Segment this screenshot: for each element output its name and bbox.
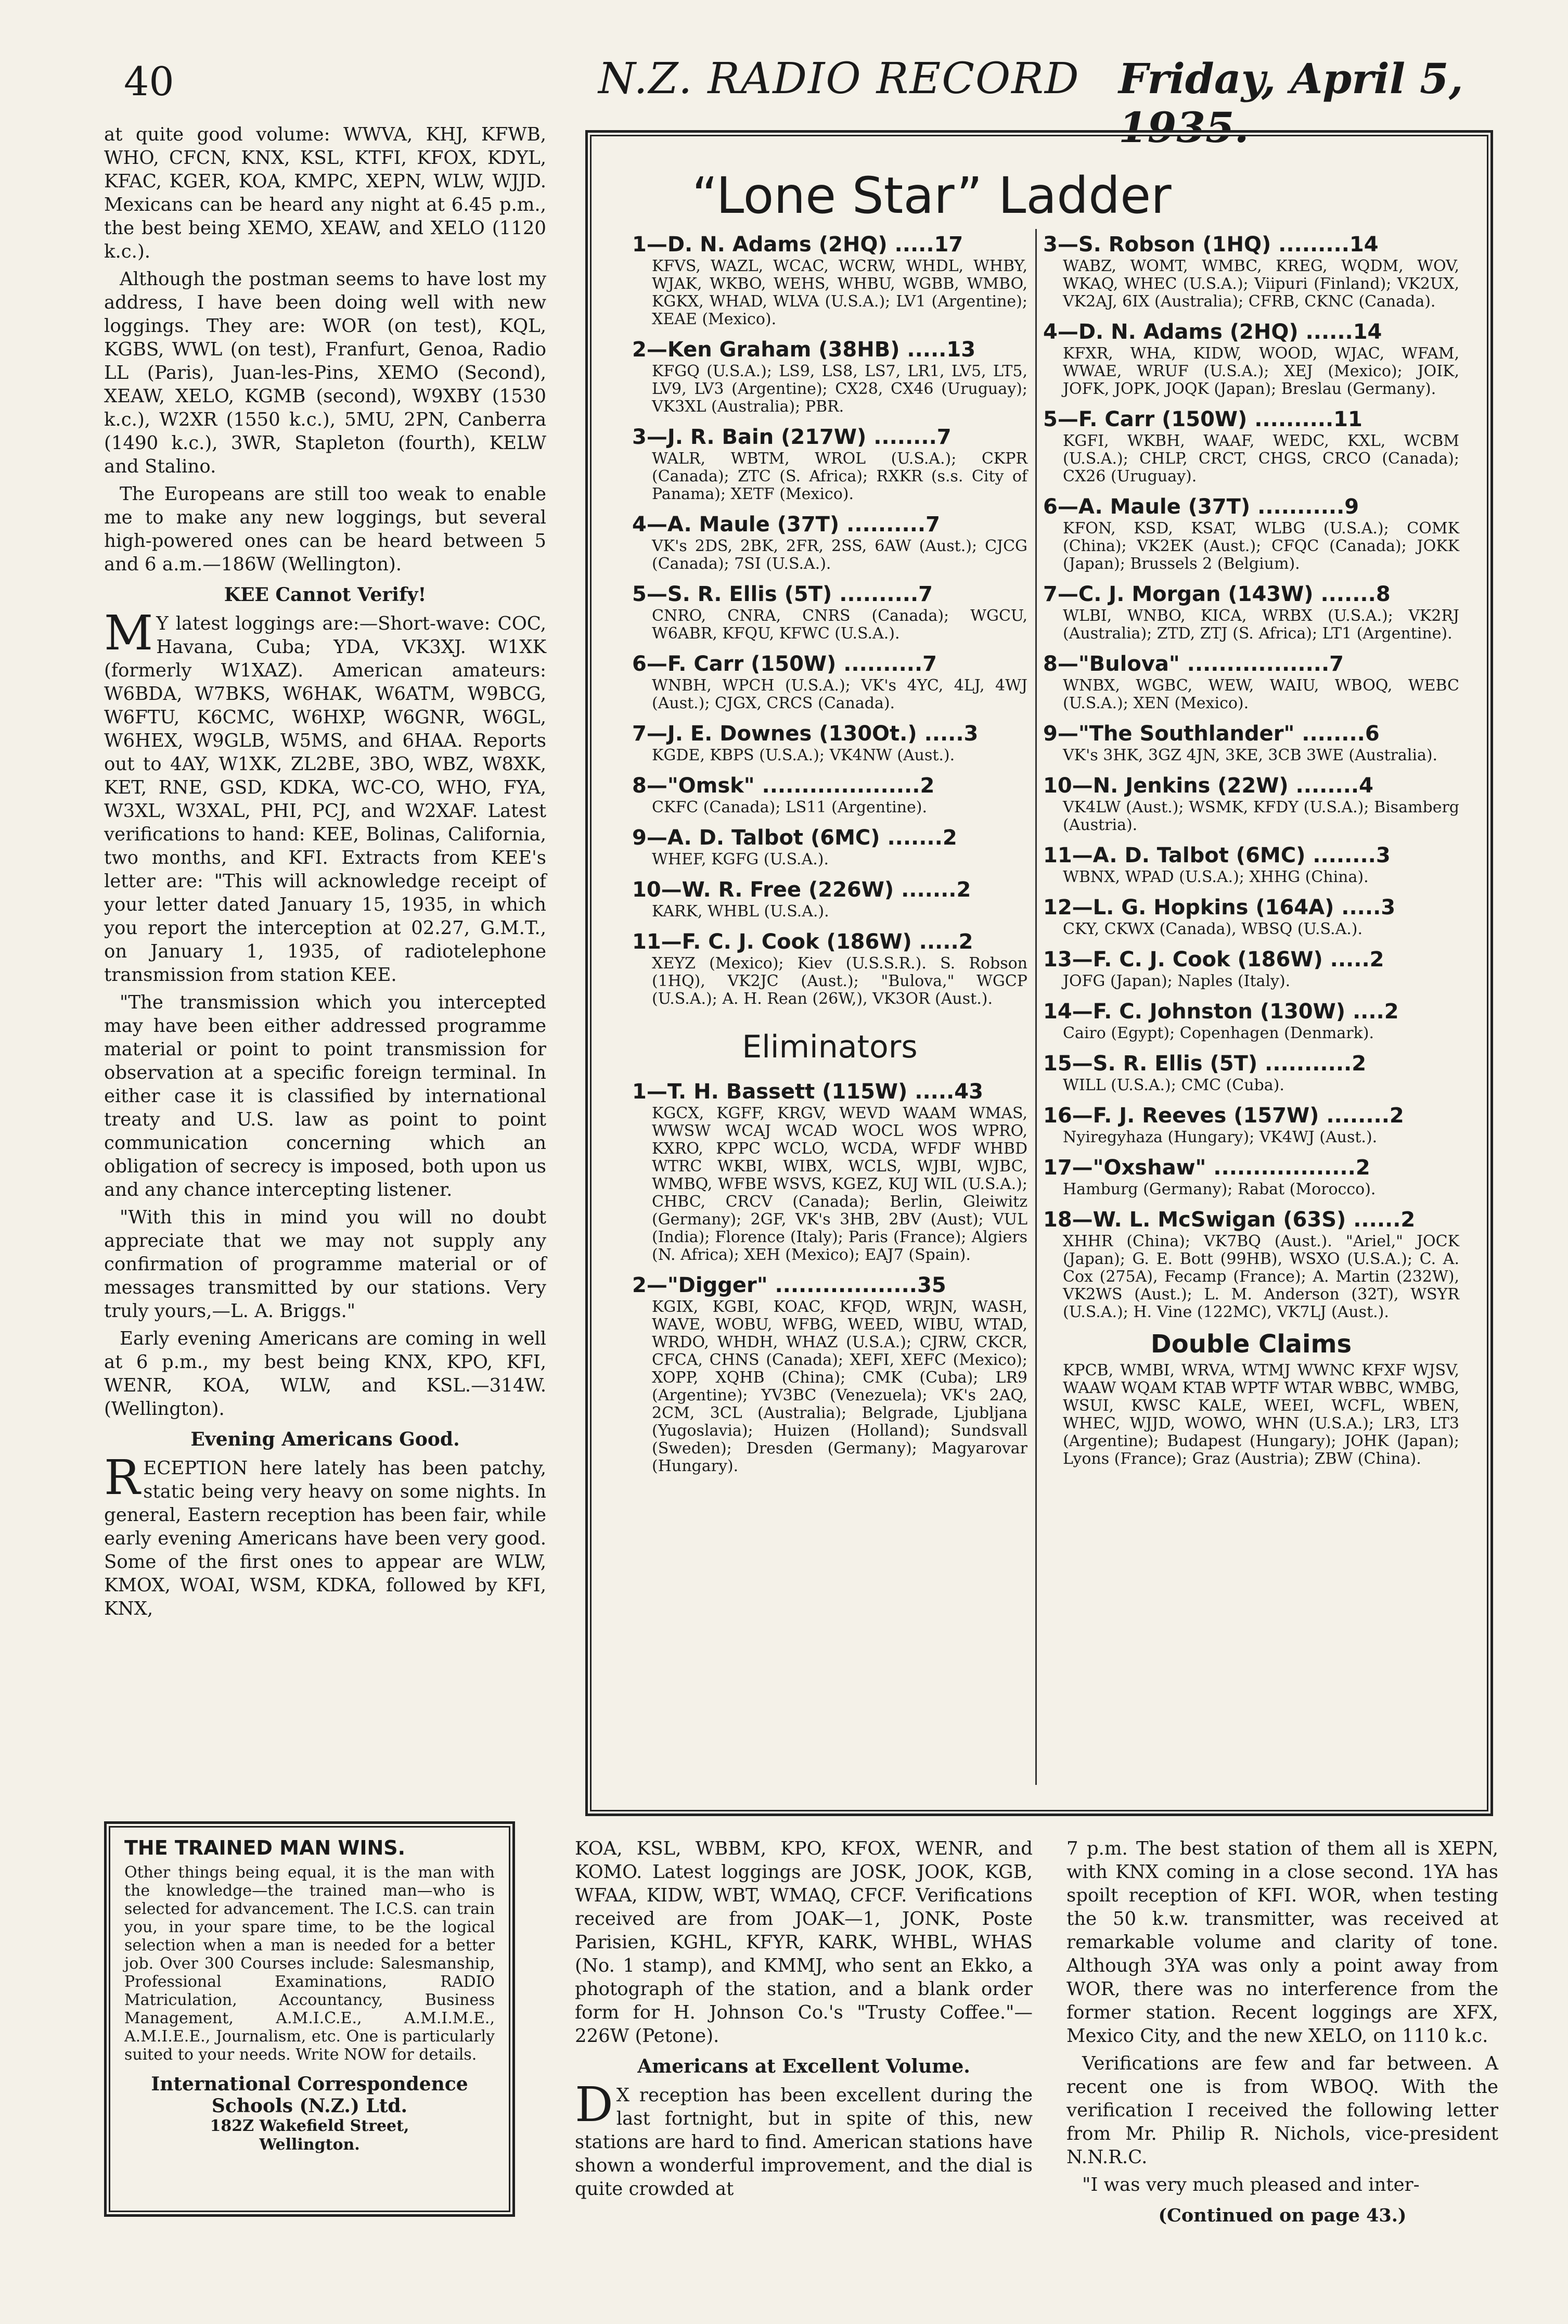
ladder-entry-head: 2—"Digger" ..................35: [632, 1273, 946, 1297]
ladder-entry: [1043, 319, 1459, 398]
ladder-entry-stations: Cairo (Egypt); Copenhagen (Denmark).: [1063, 1024, 1374, 1042]
paragraph: The Europeans are still too weak to enable me to make any new loggings, but several high-powered ones can be heard between 5 and 6 a.m.—186W (Wellington).: [104, 483, 546, 575]
ladder-entry: [632, 337, 1027, 416]
ladder-entry-head: 10—N. Jenkins (22W) ........4: [1043, 774, 1373, 798]
ladder-entry-stations: WILL (U.S.A.); CMC (Cuba).: [1063, 1076, 1284, 1094]
ladder-entry: [1043, 581, 1459, 643]
ladder-entry-head: 6—A. Maule (37T) ...........9: [1043, 495, 1359, 519]
paragraph: Early evening Americans are coming in well at 6 p.m., my best being KNX, KPO, KFI, WENR, KOA, WLW, and KSL.—314W. (Wellington).: [104, 1328, 546, 1420]
ad-body: Other things being equal, it is the man with the knowledge—the trained man—who is selected for advancement. The I.C.S. can train you, in your spare time, to be the logical selection when a man is needed for a better job. Over 300 Courses include: Salesmanship, Professional Examinations, RADIO Matriculation, Accountancy, Business Management, A.M.I.C.E., A.M.I.M.E., A.M.I.E.E., Journalism, etc. One is particularly suited to your needs. Write NOW for details.: [124, 1863, 495, 2064]
double-claims-heading: Double Claims: [1150, 1330, 1352, 1359]
ladder-entry: [632, 1079, 1027, 1264]
ladder-entry-stations: KGIX, KGBI, KOAC, KFQD, WRJN, WASH, WAVE, WOBU, WFBG, WEED, WIBU, WTAD, WRDO, WHDH, WHAZ (U.S.A.); CJRW, CKCR, CFCA, CHNS (Canada); XEFI, XEFC (Mexico); XOPP, XQHB (China); CMK (Cuba); LR9 (Argentine); YV3BC (Venezuela); VK's 2AQ, 2CM, 3CL (Australia); Belgrade, Ljubljana (Yugoslavia); Huizen (Holland); Sundsvall (Sweden); Dresden (Germany); Magyarovar (Hungary).: [652, 1298, 1027, 1475]
ladder-entry-head: 5—F. Carr (150W) ..........11: [1043, 407, 1363, 431]
ladder-entry-head: 11—A. D. Talbot (6MC) ........3: [1043, 844, 1391, 867]
ladder-entry-head: 13—F. C. J. Cook (186W) .....2: [1043, 948, 1384, 972]
ladder-entry: [1043, 232, 1459, 311]
ladder-entry-stations: XHHR (China); VK7BQ (Aust.). "Ariel," JOCK (Japan); G. E. Bott (99HB), WSXO (U.S.A.); C. A. Cox (275A), Fecamp (France); A. Martin (232W), VK2WS (Aust.); L. M. Anderson (32T), WSYR (U.S.A.); H. Vine (122MC), VK7LJ (Aust.).: [1063, 1232, 1459, 1321]
ladder-entry-stations: KFXR, WHA, KIDW, WOOD, WJAC, WFAM, WWAE, WRUF (U.S.A.); XEJ (Mexico); JOIK, JOFK, JOPK, JOQK (Japan); Breslau (Germany).: [1063, 344, 1459, 398]
ladder-entry-head: 10—W. R. Free (226W) .......2: [632, 878, 971, 902]
ladder-entry-stations: CKFC (Canada); LS11 (Argentine).: [652, 798, 927, 816]
paragraph: M Y latest loggings are:—Short-wave: COC, Havana, Cuba; YDA, VK3XJ. W1XK (formerly W1XAZ). American amateurs: W6BDA, W7BKS, W6HAK, W6ATM, W9BCG, W6FTU, K6CMC, W6HXP, W6GNR, W6GL, W6HEX, W9GLB, W5MS, and 6HAA. Reports out to 4AY, W1XK, ZL2BE, 3BO, WBZ, W8XK, KET, RNE, GSD, KDKA, WC-CO, WHO, FYA, W3XL, W3XAL, PHI, PCJ, and W2XAF. Latest verifications to hand: KEE, Bolinas, California, two months, and KFI. Extracts from KEE's letter are: "This will acknowledge receipt of your letter dated January 15, 1935, in which you report the interception at 02.27, G.M.T., on January 1, 1935, of radiotelephone transmission from station KEE.: [104, 605, 546, 986]
ladder-entry: [1043, 773, 1459, 834]
ladder-entry-stations: KGCX, KGFF, KRGV, WEVD WAAM WMAS, WWSW WCAJ WCAD WOCL WOS WPRO, KXRO, KPPC WCLO, WCDA, WFDF WHBD WTRC WKBI, WIBX, WCLS, WJBI, WJBC, WMBQ, WFBE WSVS, KGEZ, KUJ WIL (U.S.A.); CHBC, CRCV (Canada); Berlin, Gleiwitz (Germany); 2GF, VK's 3HB, 2BV (Aust); VUL (India); Florence (Italy); Paris (France); Algiers (N. Africa); XEH (Mexico); EAJ7 (Spain).: [652, 1104, 1027, 1264]
ladder-entry-stations: XEYZ (Mexico); Kiev (U.S.S.R.). S. Robson (1HQ), VK2JC (Aust.); "Bulova," WGCP (U.S.A.); A. H. Rean (26W,), VK3OR (Aust.).: [652, 954, 1027, 1008]
page-number: 40: [124, 58, 174, 105]
ladder-entry-head: 3—S. Robson (1HQ) .........14: [1043, 233, 1379, 257]
ladder-entry: [632, 651, 1027, 712]
subheading: KEE Cannot Verify!: [224, 584, 427, 606]
ladder-entry: [632, 929, 1027, 1008]
ladder-right-list: [1043, 232, 1459, 1468]
ladder-entry-stations: Nyiregyhaza (Hungary); VK4WJ (Aust.).: [1063, 1128, 1378, 1146]
ladder-entry-head: 5—S. R. Ellis (5T) ..........7: [632, 582, 933, 606]
ladder-entry-head: 1—D. N. Adams (2HQ) .....17: [632, 233, 963, 257]
ladder-entry: [632, 721, 1027, 764]
paragraph: Verifications are few and far between. A recent one is from WBOQ. With the verification I received the following letter from Mr. Philip R. Nichols, vice-president N.N.R.C.: [1066, 2053, 1498, 2168]
ladder-entry: [632, 232, 1027, 328]
ladder-entry-stations: Hamburg (Germany); Rabat (Morocco).: [1063, 1180, 1376, 1198]
ladder-entry: [1043, 999, 1459, 1042]
ladder-entry-head: 4—D. N. Adams (2HQ) ......14: [1043, 320, 1382, 344]
right-column: [1066, 1837, 1498, 2227]
ladder-entry-stations: KFVS, WAZL, WCAC, WCRW, WHDL, WHBY, WJAK, WKBO, WEHS, WHBU, WGBB, WMBO, KGKX, WHAD, WLVA (U.S.A.); LV1 (Argentine); XEAE (Mexico).: [652, 257, 1027, 328]
ladder-entry-stations: KARK, WHBL (U.S.A.).: [652, 902, 829, 921]
ladder-entry-head: 11—F. C. J. Cook (186W) .....2: [632, 930, 973, 954]
ladder-entry-head: 9—A. D. Talbot (6MC) .......2: [632, 826, 957, 850]
ladder-entry-head: 8—"Bulova" ..................7: [1043, 652, 1344, 676]
eliminators-heading: Eliminators: [742, 1029, 918, 1065]
ladder-entry-stations: KGDE, KBPS (U.S.A.); VK4NW (Aust.).: [652, 746, 955, 764]
ics-advertisement: [104, 1821, 515, 2217]
ladder-entry-head: 12—L. G. Hopkins (164A) .....3: [1043, 896, 1396, 920]
ladder-entry: [1043, 651, 1459, 712]
ladder-entry-stations: CNRO, CNRA, CNRS (Canada); WGCU, W6ABR, KFQU, KFWC (U.S.A.).: [652, 607, 1027, 643]
paragraph: KOA, KSL, WBBM, KPO, KFOX, WENR, and KOMO. Latest loggings are JOSK, JOOK, KGB, WFAA, KIDW, WBT, WMAQ, CFCF. Verifications received are from JOAK—1, JONK, Poste Parisien, KGHL, KFYR, KARK, WHBL, WHAS (No. 1 stamp), and KMMJ, who sent an Ekko, a photograph of the station, and a blank order form for H. Johnson Co.'s "Trusty Coffee."—226W (Petone).: [575, 1838, 1033, 2047]
ladder-entry-stations: WABZ, WOMT, WMBC, KREG, WQDM, WOV, WKAQ, WHEC (U.S.A.); Viipuri (Finland); VK2UX, VK2AJ, 6IX (Australia); CFRB, CKNC (Canada).: [1063, 257, 1459, 311]
drop-cap: D: [575, 2077, 613, 2133]
ladder-entry-stations: VK's 2DS, 2BK, 2FR, 2SS, 6AW (Aust.); CJCG (Canada); 7SI (U.S.A.).: [652, 537, 1027, 573]
ladder-entry-head: 16—F. J. Reeves (157W) ........2: [1043, 1104, 1404, 1128]
ladder-entry-stations: CKY, CKWX (Canada), WBSQ (U.S.A.).: [1063, 920, 1363, 938]
ladder-entry: [632, 877, 1027, 921]
ladder-entry: [632, 825, 1027, 869]
ladder-entry-head: 2—Ken Graham (38HB) .....13: [632, 338, 976, 362]
ladder-entry: [1043, 1103, 1459, 1146]
paragraph: "With this in mind you will no doubt appreciate that we may not supply any confirmation of programme material or of messages transmitted by our stations. Very truly yours,—L. A. Briggs.": [104, 1207, 546, 1322]
continued-note: (Continued on page 43.): [1158, 2205, 1407, 2226]
paragraph: Although the postman seems to have lost my address, I have been doing well with new loggings. They are: WOR (on test), KQL, KGBS, WWL (on test), Franfurt, Genoa, Radio LL (Paris), Juan-les-Pins, XEMO (Second), XEAW, XELO, KGMB (second), W9XBY (1530 k.c.), W2XR (1550 k.c.), 5MU, 2PN, Canberra (1490 k.c.), 3WR, Stapleton (fourth), KELW and Stalino.: [104, 269, 546, 477]
paragraph: "The transmission which you intercepted may have been either addressed programme material or point to point transmission for observation at a specific foreign terminal. In either case it is classified by international treaty and U.S. law as point to point communication concerning which an obligation of secrecy is imposed, both upon us and any chance intercepting listener.: [104, 992, 546, 1201]
paragraph: "I was very much pleased and inter-: [1082, 2174, 1420, 2195]
ladder-entry: [1043, 947, 1459, 990]
ladder-divider: [1035, 229, 1037, 1785]
ladder-entry: [632, 424, 1027, 503]
paragraph: at quite good volume: WWVA, KHJ, KFWB, WHO, CFCN, KNX, KSL, KTFI, KFOX, KDYL, KFAC, KGER, KOA, KMPC, XEPN, WLW, WJJD. Mexicans can be heard any night at 6.45 p.m., the best being XEMO, XEAW, and XELO (1120 k.c.).: [104, 124, 546, 262]
paragraph: D X reception has been excellent during the last fortnight, but in spite of this, new stations are hard to find. American stations have shown a wonderful improvement, and the dial is quite crowded at: [575, 2077, 1033, 2200]
ad-address: 182Z Wakefield Street, Wellington.: [210, 2117, 409, 2154]
ladder-entry: [1043, 721, 1459, 764]
ad-organisation: International Correspondence Schools (N.Z.) Ltd.: [151, 2073, 468, 2117]
ladder-entry: [1043, 494, 1459, 573]
ladder-entry: [632, 512, 1027, 573]
ladder-entry-stations: KGFI, WKBH, WAAF, WEDC, KXL, WCBM (U.S.A.); CHLP, CRCT, CHGS, CRCO (Canada); CX26 (Uruguay).: [1063, 432, 1459, 486]
double-claims-list: KPCB, WMBI, WRVA, WTMJ WWNC KFXF WJSV, WAAW WQAM KTAB WPTF WTAR WBBC, WMBG, WSUI, KWSC KALE, WEEI, WCFL, WBEN, WHEC, WJJD, WOWO, WHN (U.S.A.); LR3, LT3 (Argentine); Budapest (Hungary); JOHK (Japan); Lyons (France); Graz (Austria); ZBW (China).: [1063, 1361, 1459, 1468]
ladder-entry-stations: WHEF, KGFG (U.S.A.).: [652, 850, 829, 869]
ladder-entry-head: 18—W. L. McSwigan (63S) ......2: [1043, 1208, 1416, 1232]
ladder-entry-head: 7—C. J. Morgan (143W) .......8: [1043, 582, 1391, 606]
ad-title: THE TRAINED MAN WINS.: [124, 1836, 406, 1859]
ladder-entry: [1043, 406, 1459, 486]
subheading: Evening Americans Good.: [190, 1428, 460, 1450]
ladder-entry-stations: WBNX, WPAD (U.S.A.); XHHG (China).: [1063, 868, 1369, 886]
paragraph: RECEPTION here lately has been patchy, static being very heavy on some nights. In general, Eastern reception has been fair, while early evening Americans have been very good. Some of the first ones to appear are WLW, KMOX, WOAI, WSM, KDKA, followed by KFI, KNX,: [104, 1450, 546, 1619]
middle-column: [575, 1837, 1033, 2205]
ladder-entry-head: 14—F. C. Johnston (130W) ....2: [1043, 1000, 1399, 1024]
ladder-entry-stations: KFGQ (U.S.A.); LS9, LS8, LS7, LR1, LV5, LT5, LV9, LV3 (Argentine); CX28, CX46 (Uruguay); VK3XL (Australia); PBR.: [652, 362, 1027, 416]
ladder-entry-head: 8—"Omsk" ....................2: [632, 774, 935, 798]
ladder-entry-stations: WALR, WBTM, WROL (U.S.A.); CKPR (Canada); ZTC (S. Africa); RXKR (s.s. City of Panama); XETF (Mexico).: [652, 450, 1027, 503]
ladder-entry-stations: WNBH, WPCH (U.S.A.); VK's 4YC, 4LJ, 4WJ (Aust.); CJGX, CRCS (Canada).: [652, 676, 1027, 712]
ladder-entry-head: 7—J. E. Downes (130Ot.) .....3: [632, 722, 979, 746]
ladder-title: “Lone Star” Ladder: [692, 167, 1172, 225]
ladder-entry-head: 15—S. R. Ellis (5T) ...........2: [1043, 1052, 1367, 1076]
ladder-entry-head: 6—F. Carr (150W) ..........7: [632, 652, 937, 676]
paragraph: 7 p.m. The best station of them all is XEPN, with KNX coming in a close second. 1YA has spoilt reception of KFI. WOR, when testing the 50 k.w. transmitter, was received at remarkable volume and clarity of tone. Although 3YA was only a point away from WOR, there was no interference from the former station. Recent loggings are XFX, Mexico City, and the new XELO, on 1110 k.c.: [1066, 1838, 1498, 2047]
ladder-entry: [632, 1272, 1027, 1475]
left-column: [104, 123, 546, 1625]
ladder-entry-head: 1—T. H. Bassett (115W) .....43: [632, 1080, 983, 1104]
ladder-entry-stations: WNBX, WGBC, WEW, WAIU, WBOQ, WEBC (U.S.A.); XEN (Mexico).: [1063, 676, 1459, 712]
ladder-entry-stations: VK's 3HK, 3GZ 4JN, 3KE, 3CB 3WE (Australia).: [1063, 746, 1438, 764]
publication-title: N.Z. RADIO RECORD: [598, 54, 1080, 104]
ladder-entry: [1043, 842, 1459, 886]
ladder-entry: [1043, 1207, 1459, 1321]
drop-cap: R: [104, 1450, 140, 1505]
drop-cap: M: [104, 605, 153, 661]
ladder-entry-head: 17—"Oxshaw" ..................2: [1043, 1156, 1370, 1180]
ladder-left-list: [632, 232, 1027, 1484]
ladder-entry-stations: VK4LW (Aust.); WSMK, KFDY (U.S.A.); Bisamberg (Austria).: [1063, 798, 1459, 834]
ladder-entry-head: 4—A. Maule (37T) ..........7: [632, 513, 940, 537]
issue-date: Friday, April 5, 1935.: [1119, 54, 1463, 152]
ladder-entry: [632, 773, 1027, 816]
ladder-entry-stations: WLBI, WNBO, KICA, WRBX (U.S.A.); VK2RJ (Australia); ZTD, ZTJ (S. Africa); LT1 (Argentine).: [1063, 607, 1459, 643]
ladder-entry: [632, 581, 1027, 643]
ladder-entry-head: 9—"The Southlander" ........6: [1043, 722, 1380, 746]
ladder-entry: [1043, 895, 1459, 938]
ladder-entry-stations: KFON, KSD, KSAT, WLBG (U.S.A.); COMK (China); VK2EK (Aust.); CFQC (Canada); JOKK (Japan); Brussels 2 (Belgium).: [1063, 519, 1459, 573]
ladder-entry: [1043, 1051, 1459, 1094]
ladder-entry-head: 3—J. R. Bain (217W) ........7: [632, 425, 952, 449]
subheading: Americans at Excellent Volume.: [637, 2055, 970, 2077]
ladder-entry: [1043, 1155, 1459, 1198]
ladder-entry-stations: JOFG (Japan); Naples (Italy).: [1063, 972, 1291, 990]
